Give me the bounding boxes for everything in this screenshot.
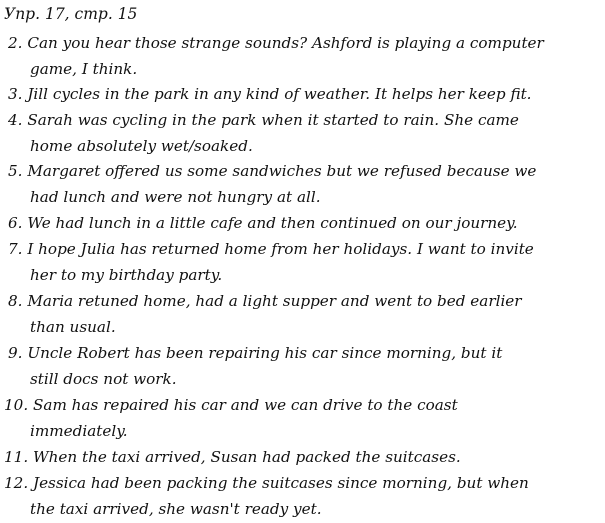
item-number: 11. [4,448,29,466]
answer-line [8,184,536,210]
answer-line [4,418,458,444]
answer-item-7 [8,236,534,288]
answer-text: her to my birthday party. [30,266,223,284]
item-number: 7. [8,240,23,258]
answer-text: Sam has repaired his car and we can drive to the coast [32,396,458,414]
answer-text: Sarah was cycling in the park when it started to rain. She came [27,111,519,129]
answer-text: had lunch and were not hungry at all. [30,188,321,206]
answer-line [8,81,532,107]
answer-text: the taxi arrived, she wasn't ready yet. [30,500,322,518]
answer-line [8,158,536,184]
answer-text: game, I think. [30,60,138,78]
answer-item-3 [8,81,532,107]
answer-text: Jill cycles in the park in any kind of weather. It helps her keep fit. [27,85,532,103]
item-number: 5. [8,162,23,180]
answer-text: Uncle Robert has been repairing his car since morning, but it [27,344,503,362]
item-number: 4. [8,111,23,129]
answer-item-9 [8,340,502,392]
answer-line [4,444,461,470]
answer-text: Maria retuned home, had a light supper and went to bed earlier [27,292,522,310]
answer-text: I hope Julia has returned home from her holidays. I want to invite [27,240,534,258]
answer-item-5 [8,158,536,210]
item-number: 10. [4,396,29,414]
answer-item-4 [8,107,519,159]
answer-line [8,236,534,262]
answer-item-2 [8,30,544,82]
answer-text: Jessica had been packing the suitcases since morning, but when [32,474,529,492]
answer-text: still docs not work. [30,370,177,388]
answer-text: than usual. [30,318,116,336]
answer-line [8,262,534,288]
answer-text: immediately. [30,422,128,440]
item-number: 6. [8,214,23,232]
answer-text: When the taxi arrived, Susan had packed the suitcases. [32,448,461,466]
answer-line [4,470,529,496]
answer-text: home absolutely wet/soaked. [30,137,253,155]
answer-line [8,314,522,340]
item-number: 9. [8,344,23,362]
answer-line [4,392,458,418]
answer-item-6 [8,210,518,236]
answer-item-11 [4,444,461,470]
answer-line [8,30,544,56]
item-number: 8. [8,292,23,310]
answer-line [8,56,544,82]
answer-line [4,496,529,522]
answer-item-12 [4,470,529,522]
answer-line [8,288,522,314]
answer-line [8,133,519,159]
answer-text: We had lunch in a little cafe and then continued on our journey. [27,214,518,232]
exercise-heading: Упр. 17, стр. 15 [4,5,138,23]
answer-line [8,366,502,392]
answer-line [8,210,518,236]
item-number: 2. [8,34,23,52]
answer-text: Can you hear those strange sounds? Ashford is playing a computer [27,34,544,52]
answer-line [8,340,502,366]
answer-text: Margaret offered us some sandwiches but we refused because we [27,162,537,180]
answer-item-8 [8,288,522,340]
item-number: 12. [4,474,29,492]
answer-item-10 [4,392,458,444]
item-number: 3. [8,85,23,103]
answer-line [8,107,519,133]
